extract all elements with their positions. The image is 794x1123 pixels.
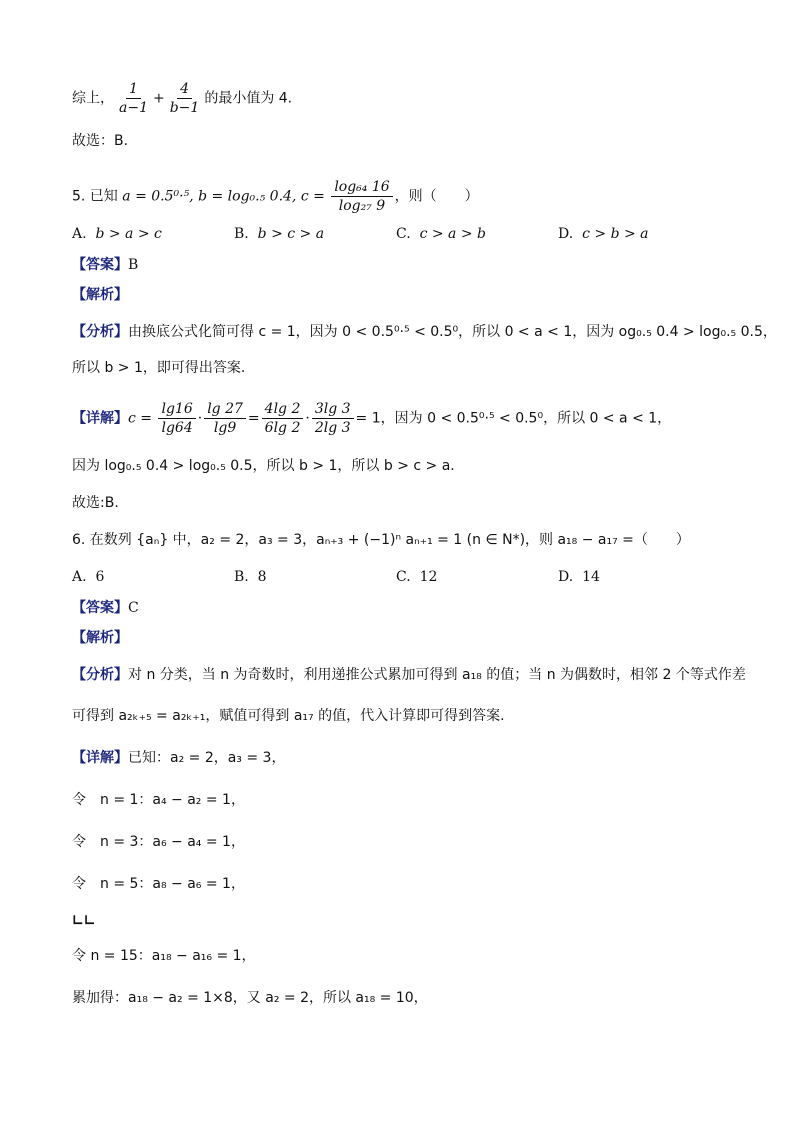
q5-definitions: a = 0.5⁰·⁵, b = log₀.₅ 0.4, c = <box>122 188 325 205</box>
summary-prefix: 综上， <box>72 90 114 107</box>
q6-detail-n3: 令 n = 3：a₆ − a₄ = 1， <box>72 834 245 850</box>
q6-jiexi-heading: 【解析】 <box>72 630 128 646</box>
q5-option-b: B. b > c > a <box>234 226 325 242</box>
fraction-1-over-a-minus-1: $\frac{1}{a-1}$ <box>119 81 148 116</box>
q6-ellipsis: ∟∟ <box>72 913 96 929</box>
q6-detail-n15: 令 n = 15：a₁₈ − a₁₆ = 1， <box>72 948 256 964</box>
q6-answer: 【答案】C <box>72 600 139 616</box>
question-6-stem: 6. 在数列 {aₙ} 中，a₂ = 2，a₃ = 3，aₙ₊₃ + (−1)ⁿ aₙ₊₁ = 1 (n ∈ N*)，则 a₁₈ − a₁₇ =（ ） <box>72 532 690 548</box>
q6-detail-sum: 累加得：a₁₈ − a₂ = 1×8，又 a₂ = 2，所以 a₁₈ = 10， <box>72 990 428 1006</box>
q6-option-a: A. 6 <box>72 569 105 585</box>
q5-analysis-1: 【分析】由换底公式化简可得 c = 1，因为 0 < 0.5⁰·⁵ < 0.5⁰，所以 0 < a < 1，因为 og₀.₅ 0.4 > log₀.₅ 0.5， <box>72 324 777 340</box>
q6-detail-1: 【详解】已知：a₂ = 2，a₃ = 3， <box>72 750 286 766</box>
q5-c-fraction: $\frac{\text{log₆₄ 16}}{\text{log₂₇ 9}}$ <box>331 178 392 215</box>
q6-detail-n5: 令 n = 5：a₈ − a₆ = 1， <box>72 876 245 892</box>
q6-analysis-1: 【分析】对 n 分类，当 n 为奇数时，利用递推公式累加可得到 a₁₈ 的值；当 n 为偶数时，相邻 2 个等式作差 <box>72 667 746 683</box>
q5-option-a: A. b > a > c <box>72 226 162 242</box>
choose-line-q4: 故选：B. <box>72 133 129 149</box>
fraction-4-over-b-minus-1: $\frac{4}{b-1}$ <box>169 81 200 116</box>
q6-detail-n1: 令 n = 1：a₄ − a₂ = 1， <box>72 792 245 808</box>
q5-option-c: C. c > a > b <box>396 226 486 242</box>
q5-answer: 【答案】B <box>72 257 139 273</box>
q6-option-b: B. 8 <box>234 569 267 585</box>
q5-analysis-2: 所以 b > 1，即可得出答案. <box>72 360 246 376</box>
q5-detail-2: 因为 log₀.₅ 0.4 > log₀.₅ 0.5，所以 b > 1，所以 b > c > a. <box>72 458 455 474</box>
q6-option-c: C. 12 <box>396 569 438 585</box>
q5-detail-1: 【详解】c = $\frac{\lg 16}{\lg 64}$ · $\frac{\lg 27}{\lg 9}$ = $\frac{4\lg 2}{6\lg 2}$ · $\frac{3\lg 3}{2\lg 3}$ = 1，因为 0 < 0.5⁰·⁵ < 0.5⁰，所以 0 < a < 1， <box>72 401 672 436</box>
plus-sign: + <box>152 90 165 107</box>
q6-option-d: D. 14 <box>558 569 600 585</box>
q5-choose-line: 故选:B. <box>72 495 119 511</box>
q6-analysis-2: 可得到 a₂ₖ₊₅ = a₂ₖ₊₁，赋值可得到 a₁₇ 的值，代入计算即可得到答案. <box>72 708 505 724</box>
summary-line <box>72 80 292 117</box>
summary-suffix: 的最小值为 4. <box>204 90 293 107</box>
q5-jiexi-heading: 【解析】 <box>72 287 128 303</box>
q5-option-d: D. c > b > a <box>558 226 649 242</box>
question-5-stem: 5. 已知 a = 0.5⁰·⁵, b = log₀.₅ 0.4, c = $\frac{\text{log₆₄ 16}}{\text{log₂₇ 9}}$ ，则（ ） <box>72 179 479 214</box>
